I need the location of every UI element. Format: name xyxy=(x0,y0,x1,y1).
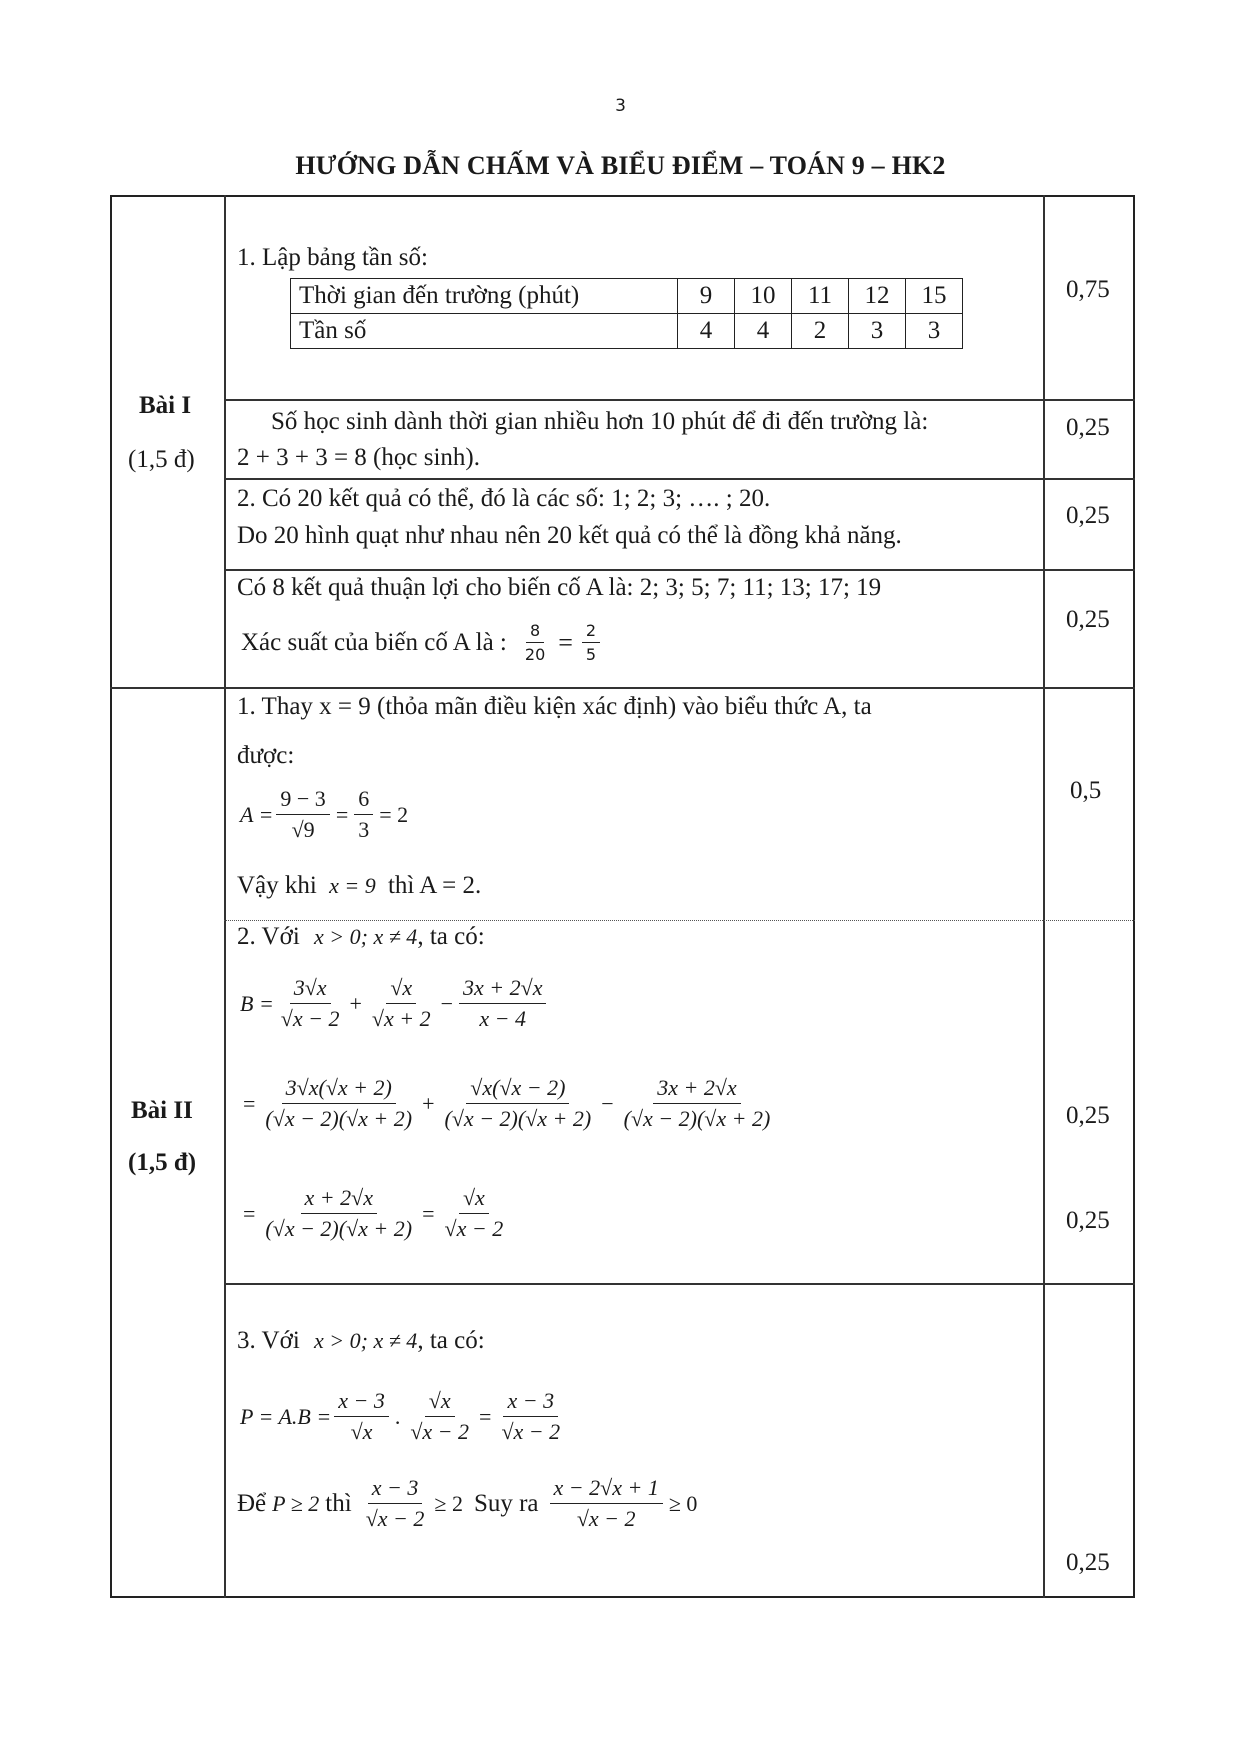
fraction xyxy=(277,975,344,1032)
frequency-cell: 12 xyxy=(849,279,906,314)
score-bai2-q2-second: 0,25 xyxy=(1066,1207,1110,1234)
frequency-cell: 4 xyxy=(735,314,792,349)
col-divider-1 xyxy=(224,195,226,1598)
fraction xyxy=(368,975,435,1032)
fraction xyxy=(441,1185,508,1242)
fraction-numerator: √x(√x − 2) xyxy=(466,1075,569,1104)
fraction xyxy=(459,975,546,1032)
fraction-denominator: √x − 2 xyxy=(444,1216,504,1241)
fraction xyxy=(362,1475,429,1532)
bai2-q3-condition xyxy=(237,1475,700,1532)
fraction-numerator: x − 3 xyxy=(503,1388,558,1417)
bai2-q1-line1: 1. Thay x = 9 (thỏa mãn điều kiện xác định) vào biểu thức A, ta xyxy=(237,693,872,720)
inequality: ≥ 2 xyxy=(434,1490,463,1516)
fraction-denominator: √x − 2 xyxy=(365,1506,425,1531)
bai2-q3-product xyxy=(240,1388,567,1445)
fraction-numerator: 8 xyxy=(526,621,544,643)
formula-lhs: P = A.B = xyxy=(240,1403,332,1429)
score-bai1-part1: 0,75 xyxy=(1066,276,1110,303)
bai2-q1-conclusion xyxy=(237,871,481,901)
score-bai2-q2-first: 0,25 xyxy=(1066,1102,1110,1129)
fraction-numerator: x − 2√x + 1 xyxy=(550,1475,663,1504)
bai2-q3-heading xyxy=(237,1326,485,1356)
fraction-denominator: √9 xyxy=(291,817,315,842)
probability-label: Xác suất của biến cố A là : xyxy=(241,628,507,656)
minus-sign: − xyxy=(440,990,454,1016)
equals-sign: = xyxy=(335,801,349,827)
frequency-cell: 15 xyxy=(906,279,963,314)
fraction-denominator: √x − 2 xyxy=(576,1506,636,1531)
frequency-cell: 11 xyxy=(792,279,849,314)
page-number: 3 xyxy=(615,96,626,116)
frequency-table xyxy=(290,278,963,349)
fraction-denominator: (√x − 2)(√x + 2) xyxy=(265,1106,413,1131)
frequency-row-label: Thời gian đến trường (phút) xyxy=(291,279,678,314)
fraction xyxy=(261,1075,416,1132)
score-bai1-part4: 0,25 xyxy=(1066,606,1110,633)
fraction xyxy=(406,1388,473,1445)
inequality: ≥ 0 xyxy=(668,1490,698,1516)
probability-fraction xyxy=(521,621,549,664)
bai1-part3-line1: 2. Có 20 kết quả có thể, đó là các số: 1; 2; 3; …. ; 20. xyxy=(237,485,771,512)
fraction xyxy=(550,1475,663,1532)
fraction-numerator: 9 − 3 xyxy=(276,786,329,815)
frequency-cell: 10 xyxy=(735,279,792,314)
col-divider-2 xyxy=(1043,195,1045,1598)
bai2-q1-formula xyxy=(240,786,411,843)
row-divider-bai2-q3 xyxy=(224,1283,1135,1285)
condition-math: P ≥ 2 xyxy=(272,1490,320,1516)
bai2-q2-heading xyxy=(237,922,485,952)
frequency-table-row-count xyxy=(291,314,963,349)
fraction-denominator: x − 4 xyxy=(479,1006,527,1031)
minus-sign: − xyxy=(601,1090,614,1116)
score-bai1-part3: 0,25 xyxy=(1066,502,1110,529)
frequency-cell: 2 xyxy=(792,314,849,349)
plus-sign: + xyxy=(422,1090,435,1116)
row-divider-bai1-2 xyxy=(224,399,1135,401)
formula-lhs: A = xyxy=(240,801,274,827)
bai1-points: (1,5 đ) xyxy=(128,446,195,473)
bai1-part1-heading: 1. Lập bảng tần số: xyxy=(237,244,428,271)
plus-sign: + xyxy=(349,990,362,1016)
fraction-numerator: 3x + 2√x xyxy=(653,1075,740,1104)
fraction-numerator: x − 3 xyxy=(368,1475,423,1504)
frequency-cell: 4 xyxy=(678,314,735,349)
fraction xyxy=(276,786,329,843)
fraction xyxy=(620,1075,775,1132)
score-bai2-q3: 0,25 xyxy=(1066,1549,1110,1576)
fraction-numerator: 3√x(√x + 2) xyxy=(282,1075,396,1104)
frequency-cell: 3 xyxy=(849,314,906,349)
frequency-cell: 9 xyxy=(678,279,735,314)
fraction xyxy=(354,786,373,843)
fraction-numerator: x − 3 xyxy=(334,1388,389,1417)
row-divider-bai1-3 xyxy=(224,478,1135,480)
row-divider-bai2-q2 xyxy=(224,920,1135,921)
heading-math: x > 0; x ≠ 4 xyxy=(314,1328,418,1353)
fraction-numerator: 3x + 2√x xyxy=(459,975,546,1004)
fraction-denominator: √x − 2 xyxy=(410,1419,470,1444)
fraction-numerator: √x xyxy=(386,975,416,1004)
frequency-row-label: Tần số xyxy=(291,314,678,349)
bai2-label: Bài II xyxy=(131,1097,193,1124)
heading-text: 3. Với xyxy=(237,1327,300,1354)
equals-sign: = xyxy=(422,1200,435,1226)
bai1-part2-line2: 2 + 3 + 3 = 8 (học sinh). xyxy=(237,444,480,471)
bai1-part4-probability xyxy=(241,621,603,664)
bai2-points: (1,5 đ) xyxy=(128,1149,197,1176)
fraction-denominator: (√x − 2)(√x + 2) xyxy=(265,1216,413,1241)
heading-math: x > 0; x ≠ 4 xyxy=(314,924,418,949)
conclusion-math: x = 9 xyxy=(329,873,376,898)
heading-text: , ta có: xyxy=(417,923,485,950)
fraction-denominator: √x − 2 xyxy=(280,1006,340,1031)
bai2-q2-step2 xyxy=(240,1075,777,1132)
bai2-q2-step1 xyxy=(240,975,549,1032)
fraction-denominator: (√x − 2)(√x + 2) xyxy=(623,1106,771,1131)
equals-sign: = xyxy=(479,1403,492,1429)
equals-sign: = xyxy=(243,1090,256,1116)
bai2-q2-step3 xyxy=(240,1185,510,1242)
fraction xyxy=(261,1185,416,1242)
bai1-part3-line2: Do 20 hình quạt như nhau nên 20 kết quả có thể là đồng khả năng. xyxy=(237,522,902,549)
fraction-numerator: √x xyxy=(425,1388,455,1417)
bai2-q1-line2: được: xyxy=(237,742,295,769)
fraction xyxy=(334,1388,389,1445)
score-bai1-part2: 0,25 xyxy=(1066,414,1110,441)
probability-fraction-simplified xyxy=(582,621,600,664)
condition-text: Suy ra xyxy=(473,1489,539,1517)
fraction xyxy=(497,1388,564,1445)
score-bai2-q1: 0,5 xyxy=(1070,777,1102,804)
fraction-numerator: 3√x xyxy=(290,975,331,1004)
formula-lhs: B = xyxy=(240,990,274,1016)
fraction-denominator: √x xyxy=(350,1419,373,1444)
frequency-table-row-time xyxy=(291,279,963,314)
row-divider-bai1-4 xyxy=(224,569,1135,571)
fraction-numerator: √x xyxy=(459,1185,489,1214)
condition-text: thì xyxy=(325,1489,352,1517)
page-title: HƯỚNG DẪN CHẤM VÀ BIỂU ĐIỂM – TOÁN 9 – HK2 xyxy=(295,151,946,180)
fraction-denominator: 20 xyxy=(524,645,546,665)
fraction-denominator: (√x − 2)(√x + 2) xyxy=(444,1106,592,1131)
heading-text: , ta có: xyxy=(417,1327,485,1354)
equals-sign: = xyxy=(558,628,573,658)
fraction-numerator: 6 xyxy=(354,786,373,815)
formula-result: = 2 xyxy=(379,801,409,827)
condition-text: Để xyxy=(237,1489,267,1517)
fraction-numerator: x + 2√x xyxy=(301,1185,377,1214)
fraction-denominator: √x − 2 xyxy=(501,1419,561,1444)
frequency-cell: 3 xyxy=(906,314,963,349)
bai1-part2-line1: Số học sinh dành thời gian nhiều hơn 10 phút để đi đến trường là: xyxy=(271,408,929,435)
heading-text: 2. Với xyxy=(237,923,300,950)
fraction-denominator: √x + 2 xyxy=(371,1006,431,1031)
fraction-denominator: 3 xyxy=(358,817,370,842)
fraction-denominator: 5 xyxy=(585,645,597,665)
bai1-label: Bài I xyxy=(139,392,192,419)
fraction xyxy=(441,1075,596,1132)
bai1-part4-line1: Có 8 kết quả thuận lợi cho biến cố A là: 2; 3; 5; 7; 11; 13; 17; 19 xyxy=(237,574,882,601)
equals-sign: = xyxy=(243,1200,256,1226)
fraction-numerator: 2 xyxy=(582,621,600,643)
row-divider-bai2 xyxy=(110,687,1135,689)
conclusion-text: Vậy khi xyxy=(237,872,317,899)
conclusion-text: thì A = 2. xyxy=(387,872,482,899)
multiply-dot: . xyxy=(394,1403,401,1429)
